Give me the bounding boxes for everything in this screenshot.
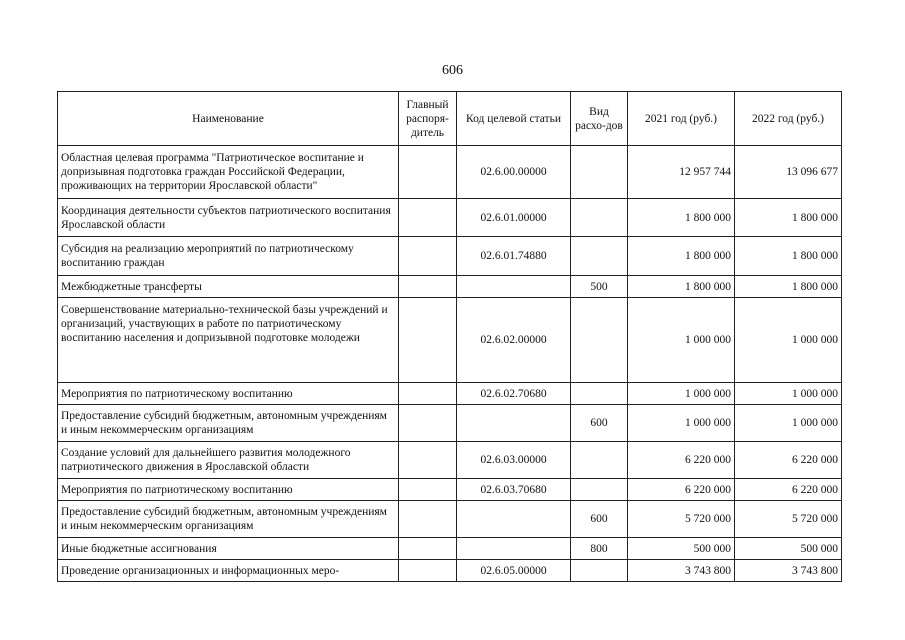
row-2021: 500 000 xyxy=(628,538,735,560)
table-row xyxy=(58,479,842,501)
row-code: 02.6.00.00000 xyxy=(457,146,571,199)
row-kind xyxy=(571,146,628,199)
table-row xyxy=(58,442,842,479)
row-admin xyxy=(399,479,457,501)
row-kind: 600 xyxy=(571,405,628,442)
row-name: Проведение организационных и информационных меро- xyxy=(58,560,399,582)
row-2021: 12 957 744 xyxy=(628,146,735,199)
row-admin xyxy=(399,538,457,560)
row-name-text: Совершенствование материально-технической базы учреждений и организаций, участвующих в работе по патриотическому воспитанию населения и допризывной подготовке молодежи xyxy=(61,304,388,344)
header-2022: 2022 год (руб.) xyxy=(735,92,842,146)
row-2022: 1 800 000 xyxy=(735,199,842,237)
header-name: Наименование xyxy=(58,92,399,146)
row-admin xyxy=(399,199,457,237)
row-2022: 500 000 xyxy=(735,538,842,560)
row-name: Координация деятельности субъектов патриотического воспитания Ярославской области xyxy=(58,199,399,237)
row-name: Создание условий для дальнейшего развития молодежного патриотического движения в Ярославской области xyxy=(58,442,399,479)
row-name: Субсидия на реализацию мероприятий по патриотическому воспитанию граждан xyxy=(58,237,399,276)
row-code: 02.6.05.00000 xyxy=(457,560,571,582)
row-admin xyxy=(399,442,457,479)
row-code: 02.6.03.00000 xyxy=(457,442,571,479)
table-row xyxy=(58,405,842,442)
row-admin xyxy=(399,237,457,276)
row-2022: 3 743 800 xyxy=(735,560,842,582)
row-admin xyxy=(399,146,457,199)
row-code xyxy=(457,276,571,298)
row-code: 02.6.02.00000 xyxy=(457,298,571,383)
row-name: Предоставление субсидий бюджетным, автономным учреждениям и иным некоммерческим организациям xyxy=(58,501,399,538)
row-2021: 1 000 000 xyxy=(628,298,735,383)
row-code: 02.6.01.00000 xyxy=(457,199,571,237)
row-name: Областная целевая программа "Патриотическое воспитание и допризывная подготовка граждан Российской Федерации, проживающих на территории Ярославской области" xyxy=(58,146,399,199)
row-kind xyxy=(571,560,628,582)
row-kind xyxy=(571,479,628,501)
row-admin xyxy=(399,298,457,383)
row-code xyxy=(457,501,571,538)
row-2022: 5 720 000 xyxy=(735,501,842,538)
row-2022: 1 000 000 xyxy=(735,298,842,383)
header-code: Код целевой статьи xyxy=(457,92,571,146)
row-admin xyxy=(399,405,457,442)
table-row xyxy=(58,199,842,237)
header-kind: Вид расхо-дов xyxy=(571,92,628,146)
row-admin xyxy=(399,383,457,405)
table-row xyxy=(58,298,842,383)
table-row xyxy=(58,538,842,560)
row-2022: 6 220 000 xyxy=(735,479,842,501)
row-code: 02.6.02.70680 xyxy=(457,383,571,405)
row-name: Мероприятия по патриотическому воспитанию xyxy=(58,479,399,501)
row-2021: 1 800 000 xyxy=(628,199,735,237)
row-2021: 1 000 000 xyxy=(628,383,735,405)
budget-table xyxy=(57,91,842,582)
row-code: 02.6.03.70680 xyxy=(457,479,571,501)
row-code xyxy=(457,538,571,560)
row-kind xyxy=(571,199,628,237)
row-2021: 1 000 000 xyxy=(628,405,735,442)
table-row xyxy=(58,146,842,199)
header-admin: Главный распоря-дитель xyxy=(399,92,457,146)
row-kind: 600 xyxy=(571,501,628,538)
row-kind xyxy=(571,383,628,405)
row-2021: 1 800 000 xyxy=(628,276,735,298)
row-kind xyxy=(571,237,628,276)
table-row xyxy=(58,276,842,298)
row-2021: 3 743 800 xyxy=(628,560,735,582)
row-name: Межбюджетные трансферты xyxy=(58,276,399,298)
row-name: Иные бюджетные ассигнования xyxy=(58,538,399,560)
row-2022: 1 800 000 xyxy=(735,237,842,276)
row-kind xyxy=(571,442,628,479)
row-2021: 1 800 000 xyxy=(628,237,735,276)
page-number: 606 xyxy=(442,63,463,78)
row-code: 02.6.01.74880 xyxy=(457,237,571,276)
table-row xyxy=(58,560,842,582)
row-2022: 13 096 677 xyxy=(735,146,842,199)
table-row xyxy=(58,237,842,276)
row-admin xyxy=(399,276,457,298)
row-2021: 6 220 000 xyxy=(628,479,735,501)
row-2022: 1 000 000 xyxy=(735,405,842,442)
row-2022: 1 800 000 xyxy=(735,276,842,298)
row-kind: 500 xyxy=(571,276,628,298)
table-header-row xyxy=(58,92,842,146)
row-kind: 800 xyxy=(571,538,628,560)
header-2021: 2021 год (руб.) xyxy=(628,92,735,146)
row-2021: 6 220 000 xyxy=(628,442,735,479)
row-kind xyxy=(571,298,628,383)
table-row xyxy=(58,501,842,538)
row-2021: 5 720 000 xyxy=(628,501,735,538)
row-admin xyxy=(399,501,457,538)
table-row xyxy=(58,383,842,405)
row-name: Мероприятия по патриотическому воспитанию xyxy=(58,383,399,405)
row-name: Предоставление субсидий бюджетным, автономным учреждениям и иным некоммерческим организациям xyxy=(58,405,399,442)
row-admin xyxy=(399,560,457,582)
row-name xyxy=(58,298,399,383)
row-2022: 6 220 000 xyxy=(735,442,842,479)
row-code xyxy=(457,405,571,442)
row-2022: 1 000 000 xyxy=(735,383,842,405)
